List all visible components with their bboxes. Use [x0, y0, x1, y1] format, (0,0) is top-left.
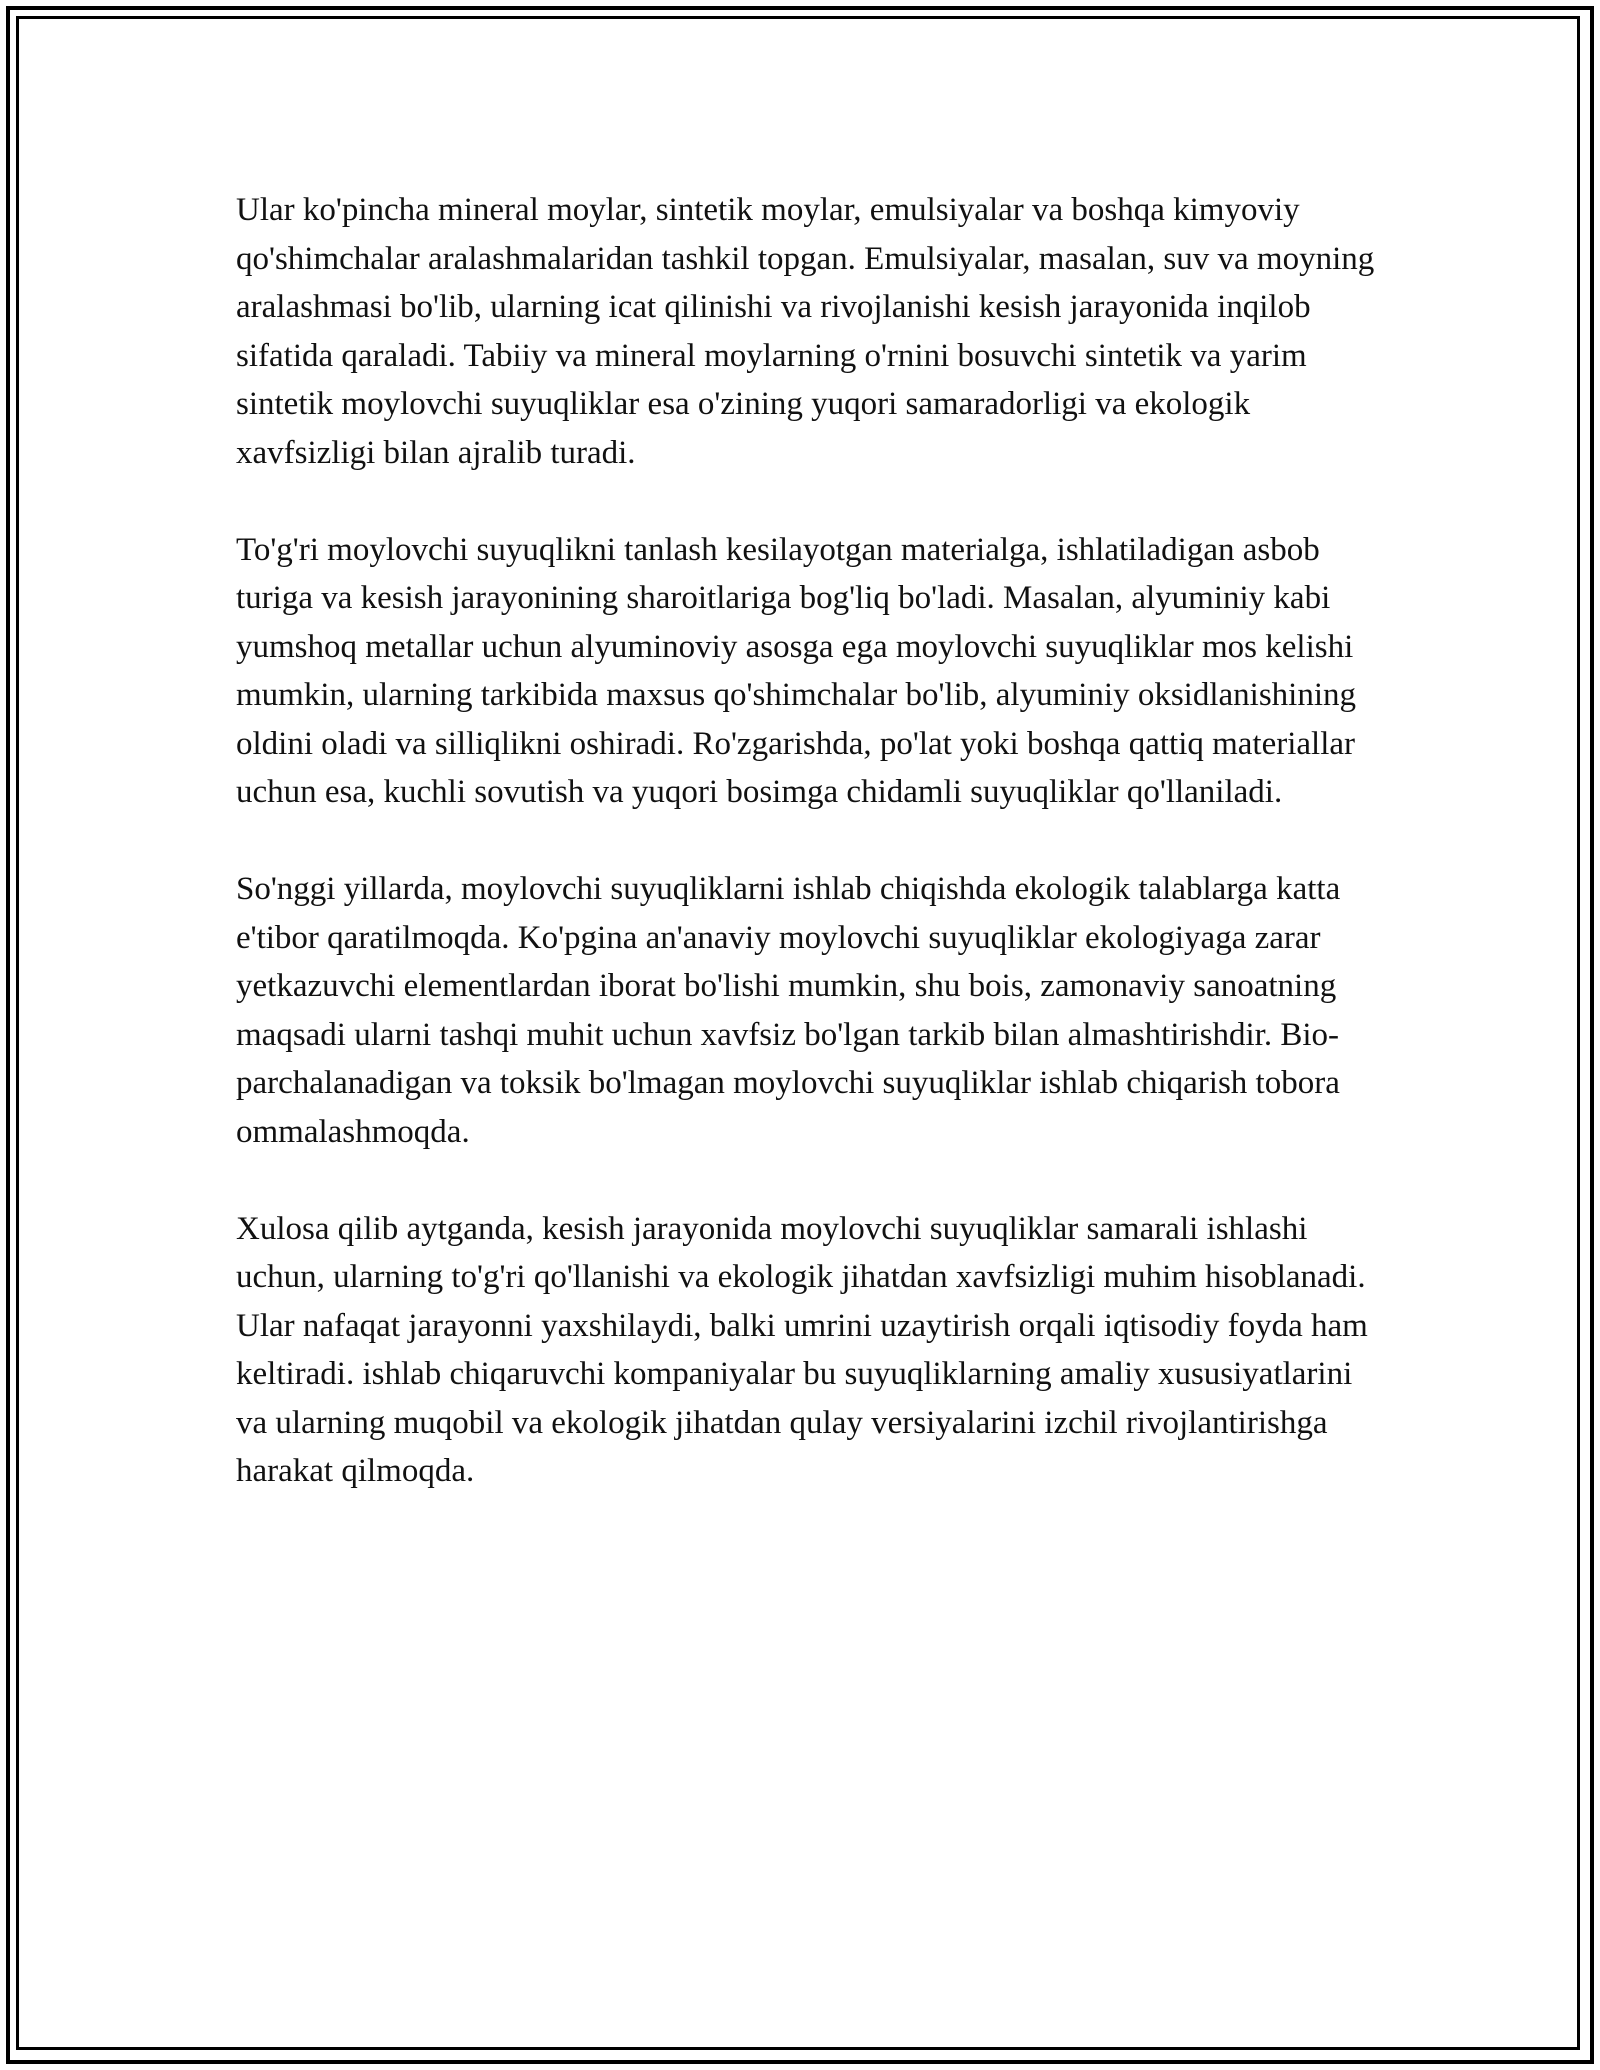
- document-body: [236, 186, 1376, 1496]
- paragraph-1: Ular ko'pincha mineral moylar, sintetik moylar, emulsiyalar va boshqa kimyoviy qo'shimchalar aralashmalaridan tashkil topgan. Emulsiyalar, masalan, suv va moyning aralashmasi bo'lib, ularning icat qilinishi va rivojlanishi kesish jarayonida inqilob sifatida qaraladi. Tabiiy va mineral moylarning o'rnini bosuvchi sintetik va yarim sintetik moylovchi suyuqliklar esa o'zining yuqori samaradorligi va ekologik xavfsizligi bilan ajralib turadi.: [236, 192, 1375, 471]
- paragraph-4: Xulosa qilib aytganda, kesish jarayonida moylovchi suyuqliklar samarali ishlashi uchun, ularning to'g'ri qo'llanishi va ekologik jihatdan xavfsizligi muhim hisoblanadi. Ular nafaqat jarayonni yaxshilaydi, balki umrini uzaytirish orqali iqtisodiy foyda ham keltiradi. ishlab chiqaruvchi kompaniyalar bu suyuqliklarning amaliy xususiyatlarini va ularning muqobil va ekologik jihatdan qulay versiyalarini izchil rivojlantirishga harakat qilmoqda.: [236, 1210, 1368, 1489]
- paragraph-3: So'nggi yillarda, moylovchi suyuqliklarni ishlab chiqishda ekologik talablarga katta e'tibor qaratilmoqda. Ko'pgina an'anaviy moylovchi suyuqliklar ekologiyaga zarar yetkazuvchi elementlardan iborat bo'lishi mumkin, shu bois, zamonaviy sanoatning maqsadi ularni tashqi muhit uchun xavfsiz bo'lgan tarkib bilan almashtirishdir. Bio-parchalanadigan va toksik bo'lmagan moylovchi suyuqliklar ishlab chiqarish tobora ommalashmoqda.: [236, 871, 1341, 1150]
- paragraph-2: To'g'ri moylovchi suyuqlikni tanlash kesilayotgan materialga, ishlatiladigan asbob turiga va kesish jarayonining sharoitlariga bog'liq bo'ladi. Masalan, alyuminiy kabi yumshoq metallar uchun alyuminoviy asosga ega moylovchi suyuqliklar mos kelishi mumkin, ularning tarkibida maxsus qo'shimchalar bo'lib, alyuminiy oksidlanishining oldini oladi va silliqlikni oshiradi. Ro'zgarishda, po'lat yoki boshqa qattiq materiallar uchun esa, kuchli sovutish va yuqori bosimga chidamli suyuqliklar qo'llaniladi.: [236, 531, 1357, 810]
